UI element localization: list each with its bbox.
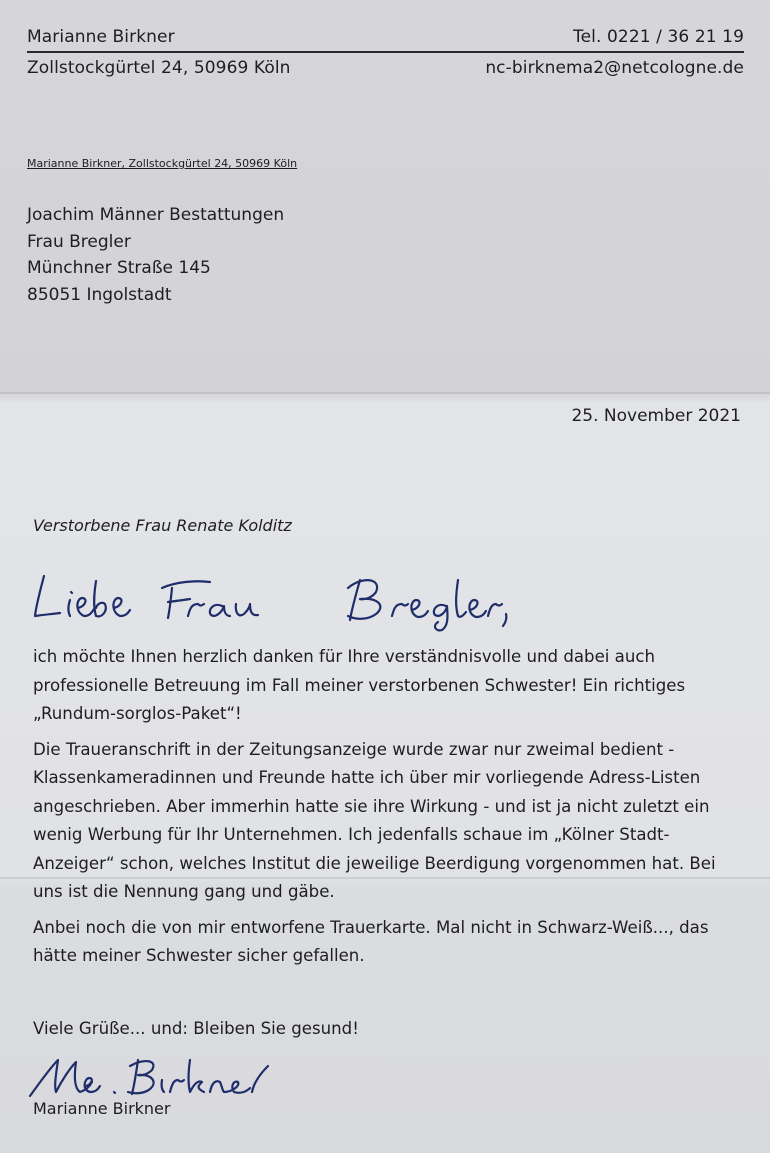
fold-line bbox=[0, 392, 770, 394]
letter-subject: Verstorbene Frau Renate Kolditz bbox=[33, 516, 292, 535]
recipient-line: Joachim Männer Bestattungen bbox=[27, 205, 285, 225]
handwritten-signature bbox=[26, 1052, 286, 1106]
sender-name: Marianne Birkner bbox=[27, 27, 175, 47]
sender-address: Zollstockgürtel 24, 50969 Köln bbox=[27, 58, 291, 78]
body-paragraph: Die Traueranschrift in der Zeitungsanzeige wurde zwar nur zweimal bedient - Klassenkameradinnen und Freunde hatte ich über mir vorliegende Adress-Listen angeschrieben. Aber immerhin hatte sie ihre Wirkung - und ist ja nicht zuletzt ein wenig Werbung für Ihr Unternehmen. Ich jedenfalls schaue im „Kölner Stadt-Anzeiger“ schon, welches Institut die jeweilige Beerdigung vorgenommen hat. Bei uns ist die Nennung gang und gäbe. bbox=[33, 739, 716, 901]
recipient-line: Frau Bregler bbox=[27, 231, 131, 252]
signature-graphic bbox=[26, 1052, 286, 1102]
letter-closing: Viele Grüße... und: Bleiben Sie gesund! bbox=[33, 1019, 359, 1038]
sender-phone: Tel. 0221 / 36 21 19 bbox=[573, 27, 744, 47]
return-address-line: Marianne Birkner, Zollstockgürtel 24, 50969 Köln bbox=[27, 157, 298, 170]
letter-body bbox=[33, 643, 745, 978]
body-paragraph: Anbei noch die von mir entworfene Trauerkarte. Mal nicht in Schwarz-Weiß..., das hätte meiner Schwester sicher gefallen. bbox=[33, 917, 709, 965]
letterhead-row-top bbox=[27, 27, 744, 47]
recipient-line: Münchner Straße 145 bbox=[27, 258, 211, 278]
recipient-line: 85051 Ingolstadt bbox=[27, 284, 172, 305]
letter-date: 25. November 2021 bbox=[571, 406, 741, 426]
handwritten-salutation bbox=[30, 566, 510, 636]
letterhead-row-bottom bbox=[27, 58, 744, 78]
letterhead-divider bbox=[27, 51, 744, 53]
signer-name: Marianne Birkner bbox=[33, 1099, 171, 1118]
recipient-address bbox=[27, 202, 284, 308]
body-paragraph: ich möchte Ihnen herzlich danken für Ihre verständnisvolle und dabei auch professionelle Betreuung im Fall meiner verstorbenen Schwester! Ein richtiges „Rundum-sorglos-Paket“! bbox=[33, 647, 686, 723]
handwriting-salutation-graphic bbox=[30, 566, 510, 632]
sender-email: nc-birknema2@netcologne.de bbox=[485, 58, 744, 78]
